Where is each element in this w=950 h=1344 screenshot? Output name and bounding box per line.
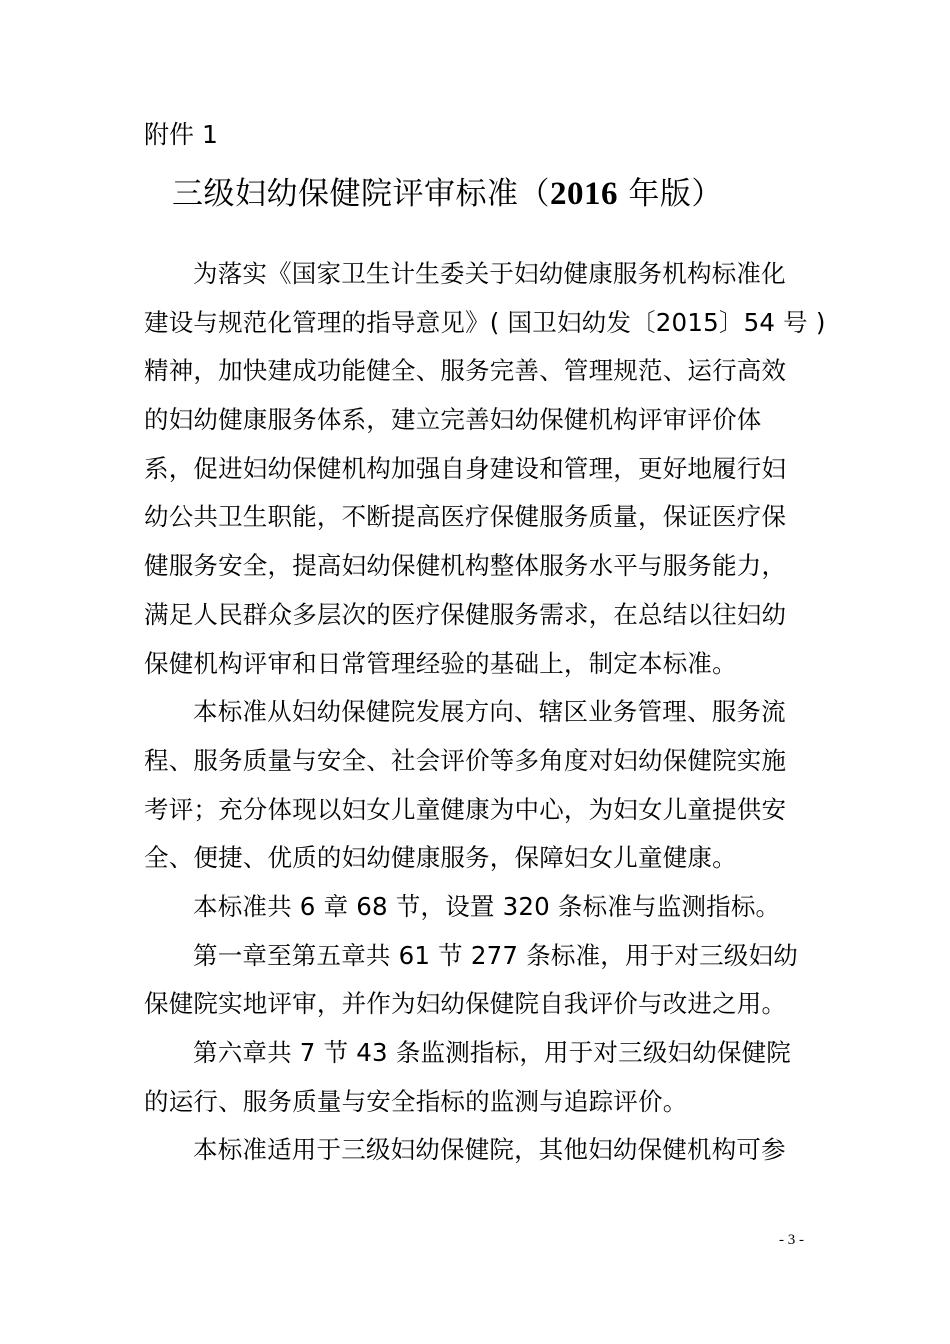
text-line: 第一章至第五章共 61 节 277 条标准，用于对三级妇幼 — [193, 940, 798, 970]
attachment-label: 附件 1 — [144, 120, 218, 149]
text-line: 本标准共 6 章 68 节，设置 320 条标准与监测指标。 — [193, 891, 781, 921]
title-prefix: 三级妇幼保健院评审标准（ — [172, 176, 550, 212]
document-title — [172, 172, 723, 216]
text-line: 保健院实地评审，并作为妇幼保健院自我评价与改进之用。 — [144, 989, 787, 1019]
page-number: - 3 - — [779, 1232, 804, 1248]
text-line: 的妇幼健康服务体系，建立完善妇幼保健机构评审评价体 — [144, 405, 762, 435]
text-line: 全、便捷、优质的妇幼健康服务，保障妇女儿童健康。 — [144, 843, 737, 873]
title-year: 2016 — [550, 176, 618, 212]
text-line: 本标准适用于三级妇幼保健院，其他妇幼保健机构可参 — [193, 1135, 786, 1165]
text-line: 程、服务质量与安全、社会评价等多角度对妇幼保健院实施 — [144, 745, 787, 775]
text-line: 保健机构评审和日常管理经验的基础上，制定本标准。 — [144, 648, 737, 678]
text-line: 幼公共卫生职能，不断提高医疗保健服务质量，保证医疗保 — [144, 502, 787, 532]
title-suffix: 年版） — [618, 176, 723, 212]
text-line: 为落实《国家卫生计生委关于妇幼健康服务机构标准化 — [193, 259, 786, 288]
text-line: 系，促进妇幼保健机构加强自身建设和管理，更好地履行妇 — [144, 453, 787, 483]
text-line: 精神，加快建成功能健全、服务完善、管理规范、运行高效 — [144, 356, 787, 386]
body-text — [144, 250, 844, 1175]
text-line: 满足人民群众多层次的医疗保健服务需求，在总结以往妇幼 — [144, 599, 787, 629]
text-line: 建设与规范化管理的指导意见》( 国卫妇幼发〔2015〕54 号 ) — [144, 307, 826, 337]
text-line: 考评；充分体现以妇女儿童健康为中心，为妇女儿童提供安 — [144, 794, 787, 824]
text-line: 健服务安全，提高妇幼保健机构整体服务水平与服务能力， — [144, 551, 787, 581]
text-line: 的运行、服务质量与安全指标的监测与追踪评价。 — [144, 1086, 688, 1116]
text-line: 本标准从妇幼保健院发展方向、辖区业务管理、服务流 — [193, 697, 786, 727]
text-line: 第六章共 7 节 43 条监测指标，用于对三级妇幼保健院 — [193, 1038, 792, 1067]
